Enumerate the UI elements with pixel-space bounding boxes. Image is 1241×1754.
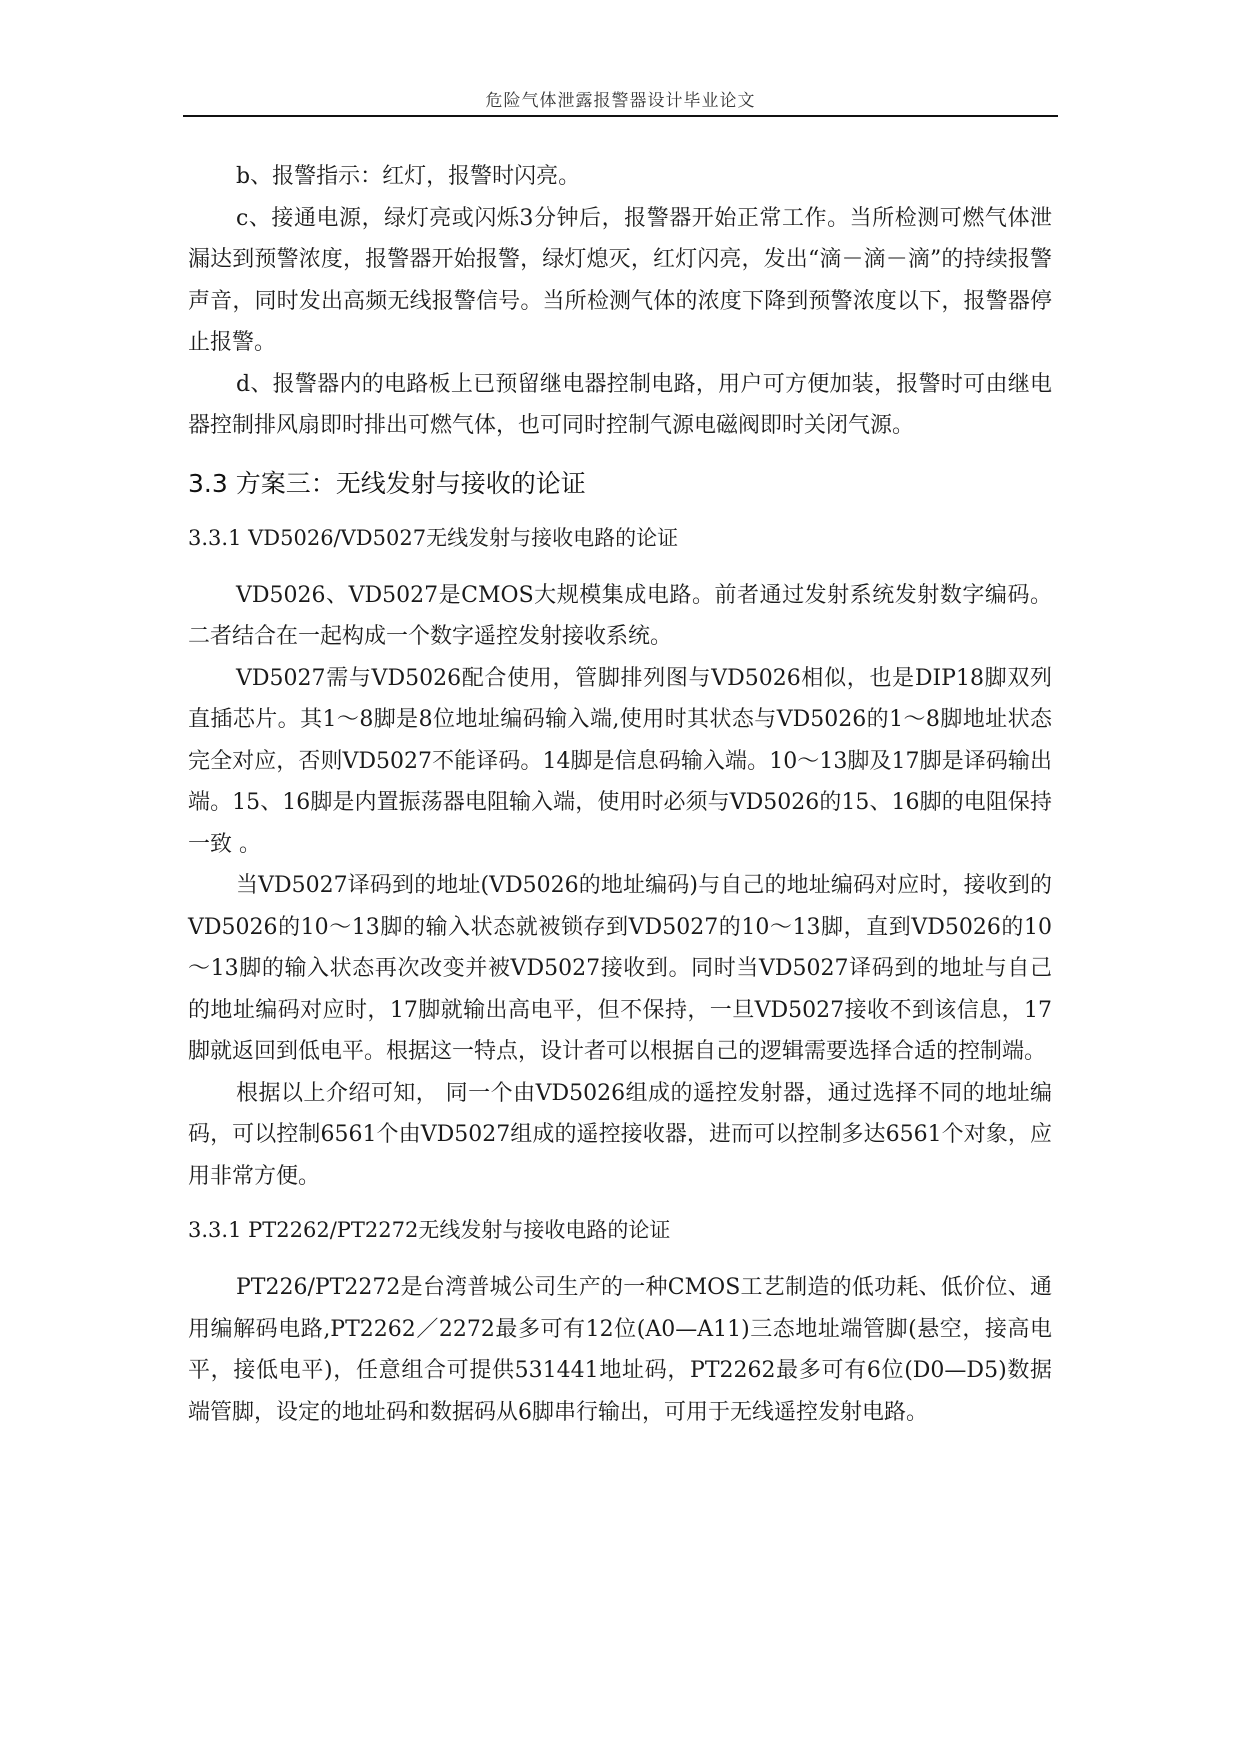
- header-rule: [183, 115, 1058, 117]
- document-body: [188, 156, 1052, 1433]
- paragraph-power-on: c、接通电源，绿灯亮或闪烁3分钟后，报警器开始正常工作。当所检测可燃气体泄漏达到预警浓度，报警器开始报警，绿灯熄灭，红灯闪亮，发出“滴－滴－滴”的持续报警声音，同时发出高频无线报警信号。当所检测气体的浓度下降到预警浓度以下，报警器停止报警。: [188, 205, 1052, 355]
- paragraph-relay-circuit: d、报警器内的电路板上已预留继电器控制电路，用户可方便加装，报警时可由继电器控制排风扇即时排出可燃气体，也可同时控制气源电磁阀即时关闭气源。: [188, 371, 1052, 438]
- paragraph-pt-intro: PT226/PT2272是台湾普城公司生产的一种CMOS工艺制造的低功耗、低价位、通用编解码电路,PT2262／2272最多可有12位(A0—A11)三态地址端管脚(悬空，接高电平，接低电平)，任意组合可提供531441地址码，PT2262最多可有6位(D0—D5)数据端管脚，设定的地址码和数据码从6脚串行输出，可用于无线遥控发射电路。: [188, 1275, 1052, 1425]
- paragraph-vd-summary: 根据以上介绍可知， 同一个由VD5026组成的遥控发射器，通过选择不同的地址编码，可以控制6561个由VD5027组成的遥控接收器，进而可以控制多达6561个对象，应用非常方便。: [188, 1080, 1052, 1189]
- paragraph-vd-decoding: 当VD5027译码到的地址(VD5026的地址编码)与自己的地址编码对应时，接收到的VD5026的10～13脚的输入状态就被锁存到VD5027的10～13脚，直到VD5026的10～13脚的输入状态再次改变并被VD5027接收到。同时当VD5027译码到的地址与自己的地址编码对应时，17脚就输出高电平，但不保持，一旦VD5027接收不到该信息，17脚就返回到低电平。根据这一特点，设计者可以根据自己的逻辑需要选择合适的控制端。: [188, 873, 1052, 1064]
- paragraph-vd-pins: VD5027需与VD5026配合使用，管脚排列图与VD5026相似，也是DIP18脚双列直插芯片。其1～8脚是8位地址编码输入端,使用时其状态与VD5026的1～8脚地址状态完全对应，否则VD5027不能译码。14脚是信息码输入端。10～13脚及17脚是译码输出端。15、16脚是内置振荡器电阻输入端，使用时必须与VD5026的15、16脚的电阻保持一致 。: [188, 665, 1052, 857]
- paragraph-vd-intro: VD5026、VD5027是CMOS大规模集成电路。前者通过发射系统发射数字编码。二者结合在一起构成一个数字遥控发射接收系统。: [188, 582, 1052, 649]
- section-heading-3-3: 3.3 方案三：无线发射与接收的论证: [188, 468, 586, 498]
- subsection-heading-pt2262: 3.3.1 PT2262/PT2272无线发射与接收电路的论证: [188, 1218, 671, 1242]
- running-header: 危险气体泄露报警器设计毕业论文: [485, 91, 756, 111]
- paragraph-alarm-indicator: b、报警指示：红灯，报警时闪亮。: [236, 164, 581, 189]
- subsection-heading-vd5026: 3.3.1 VD5026/VD5027无线发射与接收电路的论证: [188, 525, 679, 550]
